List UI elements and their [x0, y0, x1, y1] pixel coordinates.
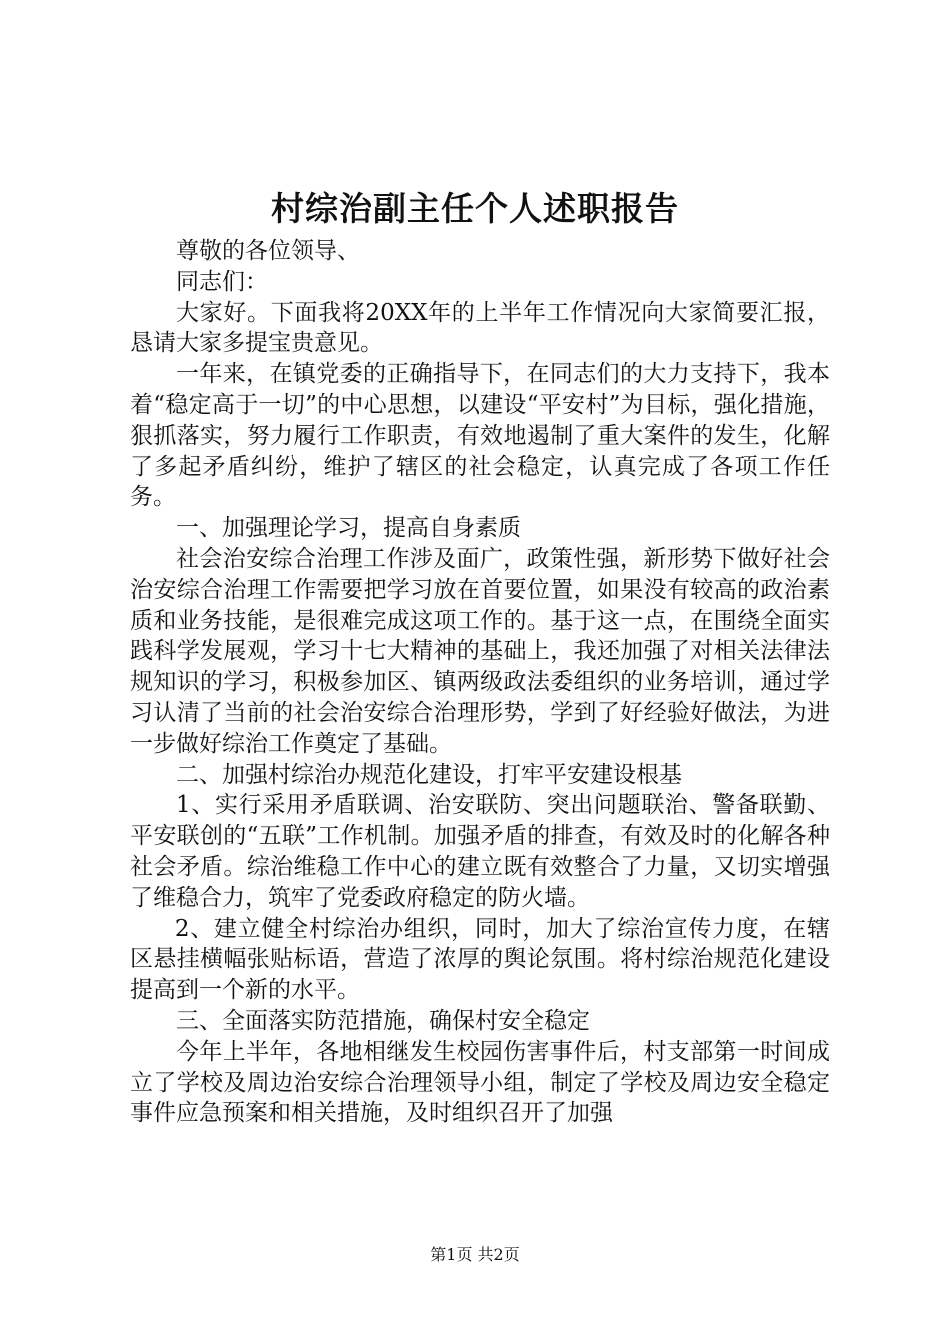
section-heading-1: 一、加强理论学习，提高自身素质: [176, 515, 521, 542]
section-2-item-2: 2、建立健全村综治办组织，同时，加大了综治宣传力度，在辖区悬挂横幅张贴标语，营造了浓厚的舆论氛围。将村综治规范化建设提高到一个新的水平。: [130, 915, 830, 1004]
page-number: 第1页 共2页: [430, 1245, 520, 1264]
document-title: 村综治副主任个人述职报告: [271, 189, 679, 228]
document-body: [130, 236, 830, 1129]
section-2-item-1: 1、实行采用矛盾联调、治安联防、突出问题联治、警备联勤、平安联创的“五联”工作机制。加强矛盾的排查，有效及时的化解各种社会矛盾。综治维稳工作中心的建立既有效整合了力量，又切实增强了维稳合力，筑牢了党委政府稳定的防火墙。: [130, 792, 830, 911]
greeting-paragraph: 大家好。下面我将20XX年的上半年工作情况向大家简要汇报，恳请大家多提宝贵意见。: [130, 299, 830, 357]
section-heading-2: 二、加强村综治办规范化建设，打牢平安建设根基: [176, 761, 682, 788]
salutation-line-1: 尊敬的各位领导、: [176, 238, 360, 264]
intro-paragraph: 一年来，在镇党委的正确指导下，在同志们的大力支持下，我本着“稳定高于一切”的中心思想，以建设“平安村”为目标，强化措施，狠抓落实，努力履行工作职责，有效地遏制了重大案件的发生，化解了多起矛盾纠纷，维护了辖区的社会稳定，认真完成了各项工作任务。: [130, 361, 830, 511]
section-3-paragraph: 今年上半年，各地相继发生校园伤害事件后，村支部第一时间成立了学校及周边治安综合治理领导小组，制定了学校及周边安全稳定事件应急预案和相关措施，及时组织召开了加强: [130, 1038, 830, 1127]
section-heading-3: 三、全面落实防范措施，确保村安全稳定: [176, 1007, 590, 1034]
section-1-paragraph: 社会治安综合治理工作涉及面广，政策性强，新形势下做好社会治安综合治理工作需要把学习放在首要位置，如果没有较高的政治素质和业务技能，是很难完成这项工作的。基于这一点，在围绕全面实践科学发展观，学习十七大精神的基础上，我还加强了对相关法律法规知识的学习，积极参加区、镇两级政法委组织的业务培训，通过学习认清了当前的社会治安综合治理形势，学到了好经验好做法，为进一步做好综治工作奠定了基础。: [130, 545, 830, 757]
salutation-line-2: 同志们：: [176, 268, 268, 295]
